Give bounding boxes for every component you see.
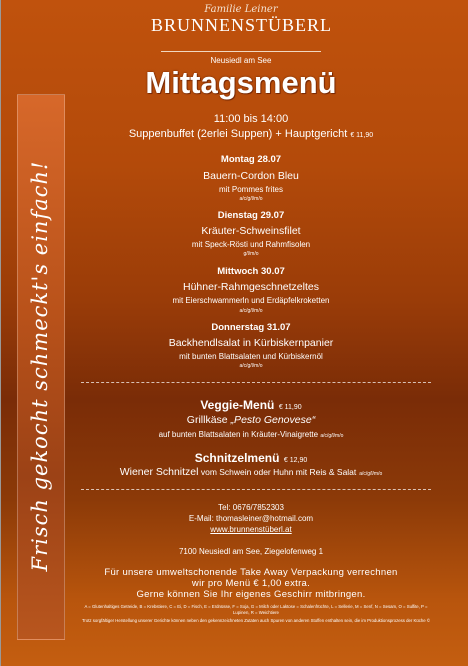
allergen-disclaimer: Trotz sorgfältiger Herstellung unserer Gerichte können neben den gekennzeichneten Zutaten auch Spuren von anderen Stoffen enthalten sein, die im Produktionsprozess der Küche ©	[81, 618, 431, 623]
divider-line	[81, 489, 431, 490]
page-title: Mittagsmenü	[145, 65, 337, 100]
day-description: mit Eierschwammerln und Erdäpfelkroketten	[172, 296, 330, 305]
brand-location: Neusiedl am See	[210, 56, 272, 65]
brand-divider	[161, 51, 321, 52]
buffet-text: Suppenbuffet (2erlei Suppen) + Hauptgericht	[128, 128, 348, 140]
day-dish: Backhendlsalat in Kürbiskernpanier	[168, 337, 334, 349]
veggie-label: Veggie-Menü	[200, 398, 275, 412]
contact-phone: Tel: 0676/7852303	[218, 503, 284, 512]
schnitzel-price: € 12,90	[283, 457, 308, 464]
day-heading: Dienstag 29.07	[217, 210, 285, 221]
day-heading: Mittwoch 30.07	[217, 266, 285, 277]
day-description: mit Pommes frites	[218, 185, 283, 194]
day-dish: Kräuter-Schweinsfilet	[201, 225, 301, 237]
schnitzel-heading	[81, 449, 421, 467]
schnitzel-dish-name: Wiener Schnitzel	[119, 466, 199, 478]
allergen-codes: g/l/m/o	[243, 251, 259, 257]
takeaway-line-3: Gerne können Sie Ihr eigenes Geschirr mitbringen.	[136, 589, 366, 600]
schnitzel-allergens: a/c/g/l/m/o	[359, 471, 383, 477]
day-description: mit bunten Blattsalaten und Kürbiskernöl	[179, 352, 323, 361]
day-heading: Montag 28.07	[220, 154, 282, 165]
day-description: mit Speck-Rösti und Rahmfisolen	[191, 240, 311, 249]
day-heading: Donnerstag 31.07	[211, 322, 291, 333]
schnitzel-desc: vom Schwein oder Huhn mit Reis & Salat	[198, 467, 357, 477]
veggie-description	[81, 430, 421, 439]
day-dish: Hühner-Rahmgeschnetzeltes	[183, 281, 319, 293]
allergen-legend: A = Glutenhaltiges Getreide, B = Krebstiere, C = Ei, D = Fisch, E = Erdnüsse, F = Soja, G = Milch oder Laktose = Schalenfrüchte, L = Sellerie, M = Senf, N = Sesam, O = Sulfite, P = Lupinen, R = Weichtiere	[84, 604, 428, 615]
buffet-line	[81, 128, 421, 140]
takeaway-line-1: Für unsere umweltschonende Take Away Verpackung verrechnen	[104, 567, 398, 578]
veggie-dish-name: Grillkäse	[186, 414, 231, 426]
veggie-heading	[81, 396, 421, 414]
veggie-dish	[81, 414, 421, 426]
brand-family: Familie Leiner	[204, 4, 278, 15]
opening-hours: 11:00 bis 14:00	[213, 113, 289, 125]
allergen-codes: a/c/g/l/m/o	[239, 363, 263, 369]
slogan: Frisch gekocht schmeckt's einfach!	[28, 160, 52, 572]
veggie-allergens: a/c/g/l/m/o	[320, 433, 344, 439]
veggie-dish-sauce: „Pesto Genovese“	[230, 414, 316, 426]
contact-address: 7100 Neusiedl am See, Ziegelofenweg 1	[178, 547, 324, 556]
divider-line	[81, 382, 431, 383]
day-dish: Bauern-Cordon Bleu	[203, 170, 299, 182]
buffet-price: € 11,90	[350, 132, 374, 139]
schnitzel-label: Schnitzelmenü	[194, 451, 280, 465]
allergen-codes: a/c/g/l/m/o	[239, 308, 263, 314]
takeaway-line-2: wir pro Menü € 1,00 extra.	[191, 578, 311, 589]
brand-name: BRUNNENSTÜBERL	[151, 15, 333, 35]
veggie-price: € 11,90	[278, 404, 302, 411]
veggie-desc-text: auf bunten Blattsalaten in Kräuter-Vinaigrette	[158, 430, 319, 439]
contact-email[interactable]: E-Mail: thomasleiner@hotmail.com	[188, 514, 314, 523]
contact-website[interactable]: www.brunnenstüberl.at	[210, 525, 292, 534]
schnitzel-dish	[81, 466, 421, 478]
allergen-codes: a/c/g/l/m/o	[239, 196, 263, 202]
